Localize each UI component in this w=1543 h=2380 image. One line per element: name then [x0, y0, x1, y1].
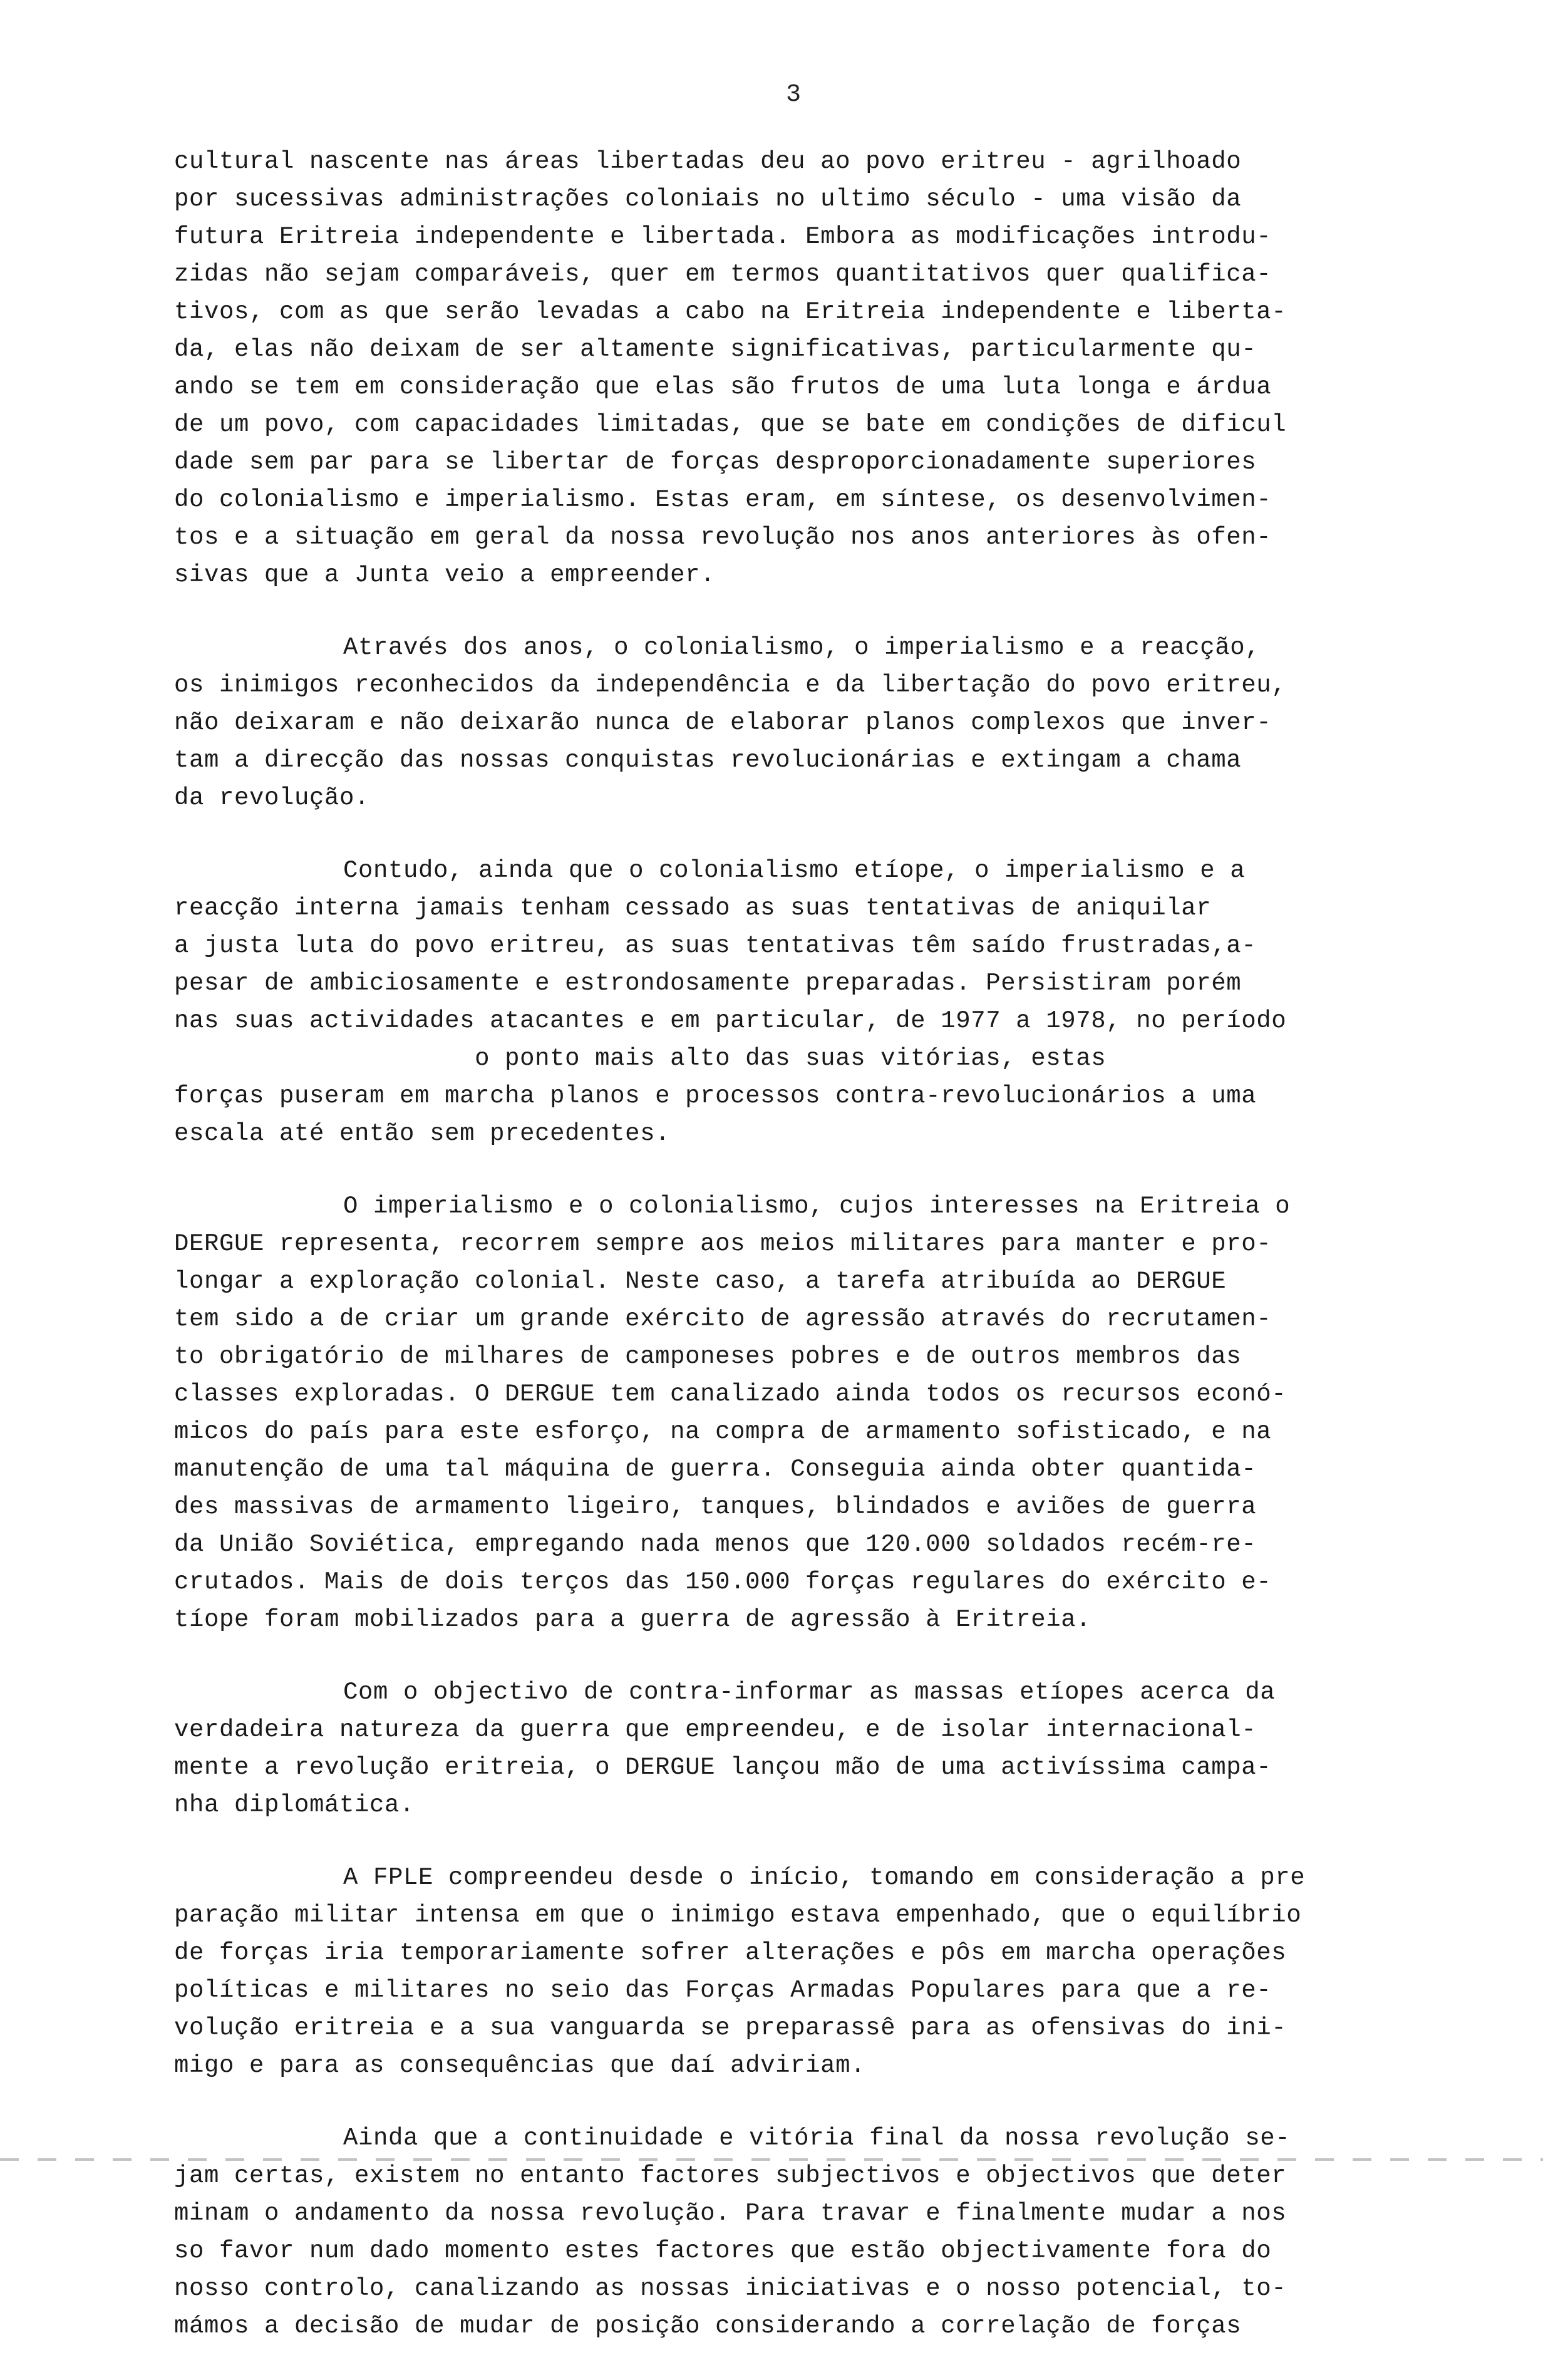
text-line: migo e para as consequências que daí adviriam.	[174, 2052, 866, 2079]
text-line: so favor num dado momento estes factores que estão objectivamente fora do	[174, 2237, 1272, 2265]
text-line: verdadeira natureza da guerra que empreendeu, e de isolar internacional-	[174, 1716, 1257, 1744]
text-line: Com o objectivo de contra-informar as massas etíopes acerca da	[343, 1679, 1276, 1706]
text-line: micos do país para este esforço, na compra de armamento sofisticado, e na	[174, 1418, 1272, 1446]
text-line: tíope foram mobilizados para a guerra de agressão à Eritreia.	[174, 1606, 1091, 1633]
text-line: tem sido a de criar um grande exército de agressão através do recrutamen-	[174, 1305, 1272, 1333]
text-line: do colonialismo e imperialismo. Estas eram, em síntese, os desenvolvimen-	[174, 486, 1272, 514]
paragraph	[174, 1859, 1420, 2084]
text-line: escala até então sem precedentes.	[174, 1120, 671, 1147]
text-line: não deixaram e não deixarão nunca de elaborar planos complexos que inver-	[174, 709, 1272, 737]
text-line: nas suas actividades atacantes e em particular, de 1977 a 1978, no período	[174, 1007, 1287, 1035]
scan-edge-divider	[0, 2158, 1543, 2161]
text-line: pesar de ambiciosamente e estrondosamente preparadas. Persistiram porém	[174, 970, 1242, 997]
text-line: nha diplomática.	[174, 1791, 415, 1819]
paragraph	[174, 2119, 1420, 2345]
text-line: A FPLE compreendeu desde o início, tomando em consideração a pre	[343, 1864, 1306, 1891]
text-line: dade sem par para se libertar de forças desproporcionadamente superiores	[174, 448, 1257, 476]
paragraph	[174, 629, 1420, 817]
text-line: os inimigos reconhecidos da independência e da libertação do povo eritreu,	[174, 671, 1287, 699]
text-line: forças puseram em marcha planos e processos contra-revolucionários a uma	[174, 1082, 1257, 1110]
text-line: mente a revolução eritreia, o DERGUE lançou mão de uma activíssima campa-	[174, 1754, 1272, 1781]
text-line: ando se tem em consideração que elas são frutos de uma luta longa e árdua	[174, 373, 1272, 401]
text-line: tam a direcção das nossas conquistas revolucionárias e extingam a chama	[174, 747, 1242, 774]
text-line: o ponto mais alto das suas vitórias, estas	[174, 1045, 1107, 1072]
text-line: futura Eritreia independente e libertada. Embora as modificações introdu-	[174, 223, 1272, 251]
text-line: cultural nascente nas áreas libertadas deu ao povo eritreu - agrilhoado	[174, 148, 1242, 175]
text-line: da União Soviética, empregando nada menos que 120.000 soldados recém-re-	[174, 1531, 1257, 1558]
text-line: paração militar intensa em que o inimigo estava empenhado, que o equilíbrio	[174, 1901, 1302, 1929]
text-line: des massivas de armamento ligeiro, tanques, blindados e aviões de guerra	[174, 1493, 1257, 1521]
text-line: Ainda que a continuidade e vitória final da nossa revolução se-	[343, 2124, 1291, 2152]
text-line: a justa luta do povo eritreu, as suas tentativas têm saído frustradas,a-	[174, 932, 1257, 960]
text-line: longar a exploração colonial. Neste caso, a tarefa atribuída ao DERGUE	[174, 1268, 1227, 1295]
text-line: to obrigatório de milhares de camponeses pobres e de outros membros das	[174, 1343, 1242, 1370]
text-line: nosso controlo, canalizando as nossas iniciativas e o nosso potencial, to-	[174, 2275, 1287, 2302]
page-number: 3	[786, 81, 802, 109]
text-line: políticas e militares no seio das Forças Armadas Populares para que a re-	[174, 1977, 1272, 2004]
text-line: por sucessivas administrações coloniais no ultimo século - uma visão da	[174, 185, 1242, 213]
text-line: tos e a situação em geral da nossa revolução nos anos anteriores às ofen-	[174, 524, 1272, 551]
text-line: crutados. Mais de dois terços das 150.000 forças regulares do exército e-	[174, 1568, 1272, 1596]
text-line: jam certas, existem no entanto factores subjectivos e objectivos que deter	[174, 2162, 1287, 2190]
text-line: zidas não sejam comparáveis, quer em termos quantitativos quer qualifica-	[174, 261, 1272, 288]
paragraph	[174, 1187, 1420, 1638]
text-line: Contudo, ainda que o colonialismo etíope, o imperialismo e a	[343, 857, 1246, 884]
text-line: Através dos anos, o colonialismo, o imperialismo e a reacção,	[343, 634, 1261, 661]
text-line: tivos, com as que serão levadas a cabo na Eritreia independente e liberta-	[174, 298, 1287, 326]
text-line: reacção interna jamais tenham cessado as suas tentativas de aniquilar	[174, 894, 1212, 922]
text-line: de forças iria temporariamente sofrer alterações e pôs em marcha operações	[174, 1939, 1287, 1967]
text-line: DERGUE representa, recorrem sempre aos meios militares para manter e pro-	[174, 1230, 1272, 1258]
text-line: O imperialismo e o colonialismo, cujos interesses na Eritreia o	[343, 1193, 1291, 1220]
text-line: minam o andamento da nossa revolução. Para travar e finalmente mudar a nos	[174, 2200, 1287, 2227]
text-line: volução eritreia e a sua vanguarda se preparassê para as ofensivas do ini-	[174, 2014, 1287, 2042]
text-line: manutenção de uma tal máquina de guerra. Conseguia ainda obter quantida-	[174, 1456, 1257, 1483]
text-line: da, elas não deixam de ser altamente significativas, particularmente qu-	[174, 336, 1257, 363]
text-line: da revolução.	[174, 784, 370, 812]
text-line: classes exploradas. O DERGUE tem canalizado ainda todos os recursos econó-	[174, 1380, 1287, 1408]
text-line: sivas que a Junta veio a empreender.	[174, 561, 716, 589]
text-line: mámos a decisão de mudar de posição considerando a correlação de forças	[174, 2312, 1242, 2340]
paragraph	[174, 852, 1420, 1152]
paragraph	[174, 1674, 1420, 1824]
paragraph	[174, 143, 1420, 594]
text-line: de um povo, com capacidades limitadas, que se bate em condições de dificul	[174, 411, 1287, 438]
body-text	[174, 143, 1420, 2380]
